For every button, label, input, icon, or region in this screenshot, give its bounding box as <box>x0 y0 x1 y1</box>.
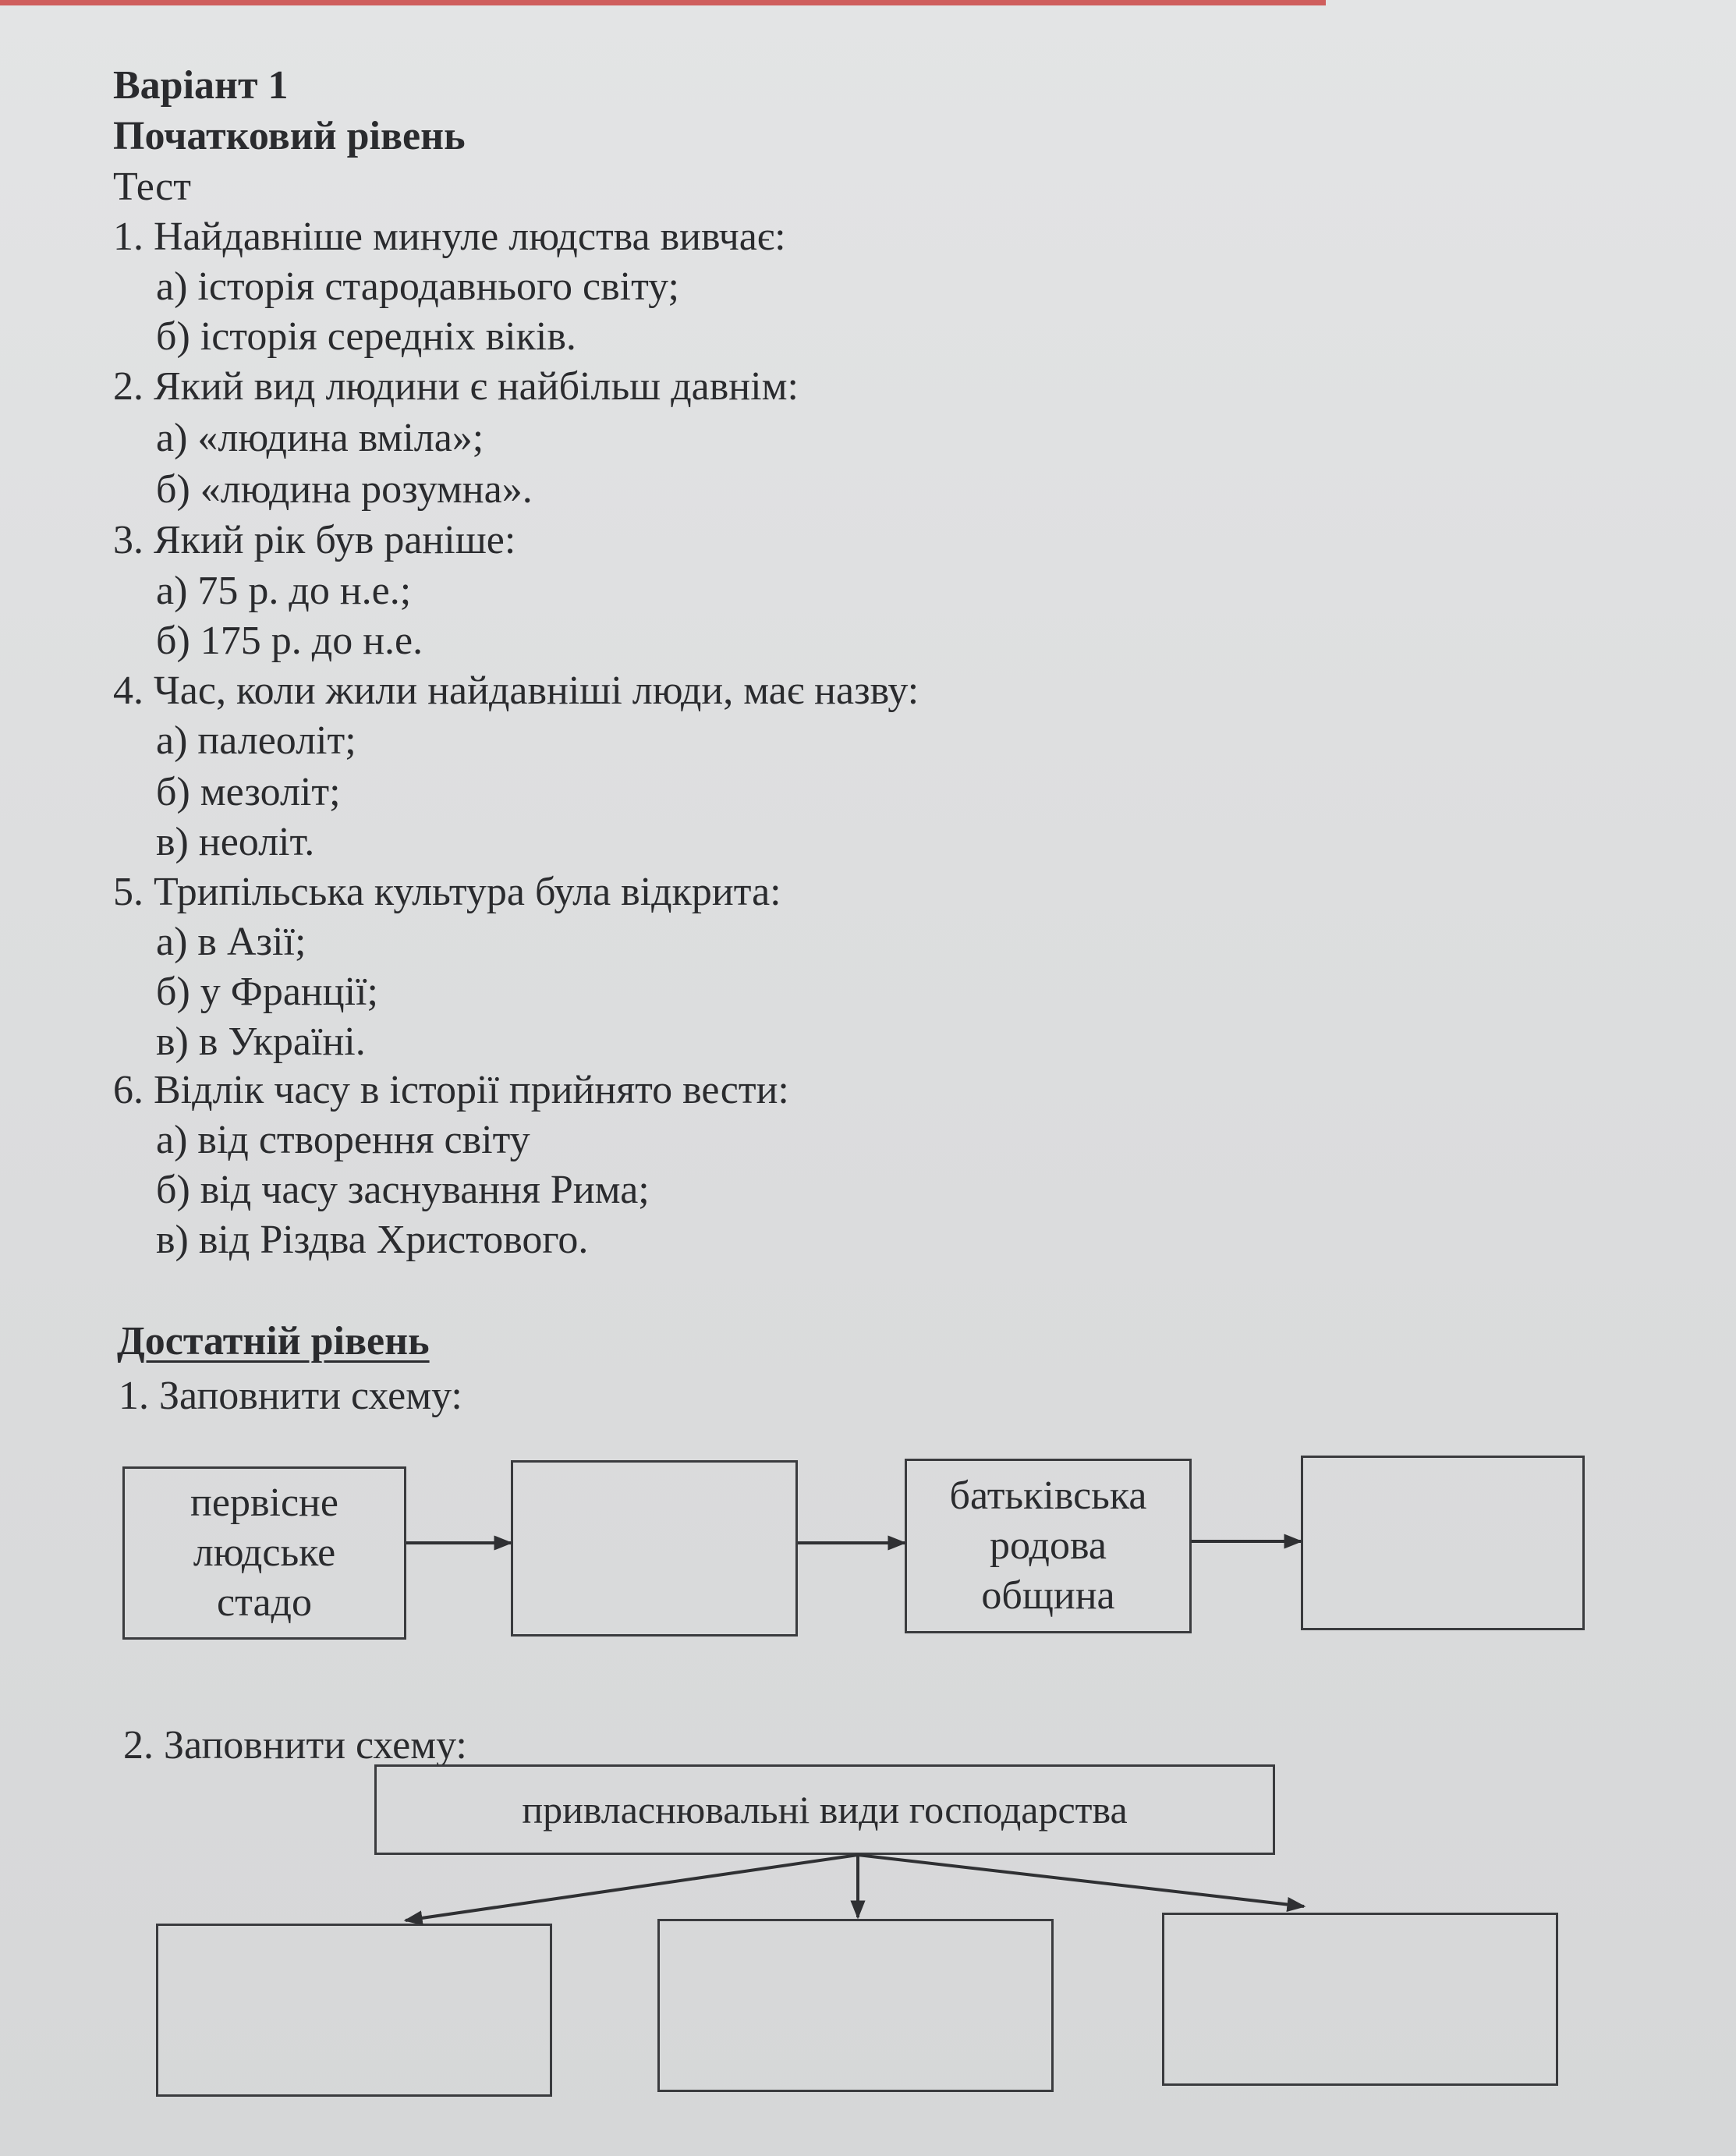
q3-option-b: б) 175 р. до н.е. <box>156 619 423 663</box>
question-5: 5. Трипільська культура була відкрита: <box>113 870 781 914</box>
task1-label: 1. Заповнити схему: <box>119 1374 462 1418</box>
scheme2-root-box: привласнювальні види господарства <box>374 1764 1275 1855</box>
scheme2-arrow-right <box>858 1855 1304 1906</box>
scheme1-box-3: батьківська родова община <box>905 1459 1192 1633</box>
q4-option-b: б) мезоліт; <box>156 770 341 814</box>
scheme2-child-box-3 <box>1162 1913 1558 2086</box>
q6-option-a: а) від створення світу <box>156 1118 530 1162</box>
question-4: 4. Час, коли жили найдавніші люди, має назву: <box>113 668 919 713</box>
q6-option-b: б) від часу заснування Рима; <box>156 1168 650 1212</box>
q4-option-a: а) палеоліт; <box>156 718 356 763</box>
q5-option-c: в) в Україні. <box>156 1019 366 1064</box>
task2-label: 2. Заповнити схему: <box>123 1723 467 1768</box>
q2-option-a: а) «людина вміла»; <box>156 416 484 460</box>
scheme2-arrow-left <box>406 1855 858 1920</box>
scheme2-child-box-2 <box>657 1919 1054 2092</box>
scheme2-child-box-1 <box>156 1924 552 2097</box>
test-subtitle: Тест <box>113 165 191 209</box>
level2-title: Достатній рівень <box>117 1319 430 1363</box>
top-red-strip <box>0 0 1326 5</box>
question-3: 3. Який рік був раніше: <box>113 518 516 562</box>
question-2: 2. Який вид людини є найбільш давнім: <box>113 364 799 409</box>
level1-title: Початковий рівень <box>113 114 466 158</box>
q4-option-c: в) неоліт. <box>156 820 315 864</box>
question-1: 1. Найдавніше минуле людства вивчає: <box>113 215 786 259</box>
question-6: 6. Відлік часу в історії прийнято вести: <box>113 1068 789 1112</box>
scheme1-box-1: первісне людське стадо <box>122 1466 406 1640</box>
q5-option-b: б) у Франції; <box>156 970 378 1014</box>
q6-option-c: в) від Різдва Христового. <box>156 1218 589 1262</box>
scheme1-box-4 <box>1301 1456 1585 1630</box>
q1-option-a: а) історія стародавнього світу; <box>156 264 679 309</box>
variant-title: Варіант 1 <box>113 63 289 108</box>
q5-option-a: а) в Азії; <box>156 920 306 964</box>
q2-option-b: б) «людина розумна». <box>156 467 533 512</box>
scheme1-box-2 <box>511 1460 798 1637</box>
q1-option-b: б) історія середніх віків. <box>156 314 576 359</box>
q3-option-a: а) 75 р. до н.е.; <box>156 569 412 613</box>
